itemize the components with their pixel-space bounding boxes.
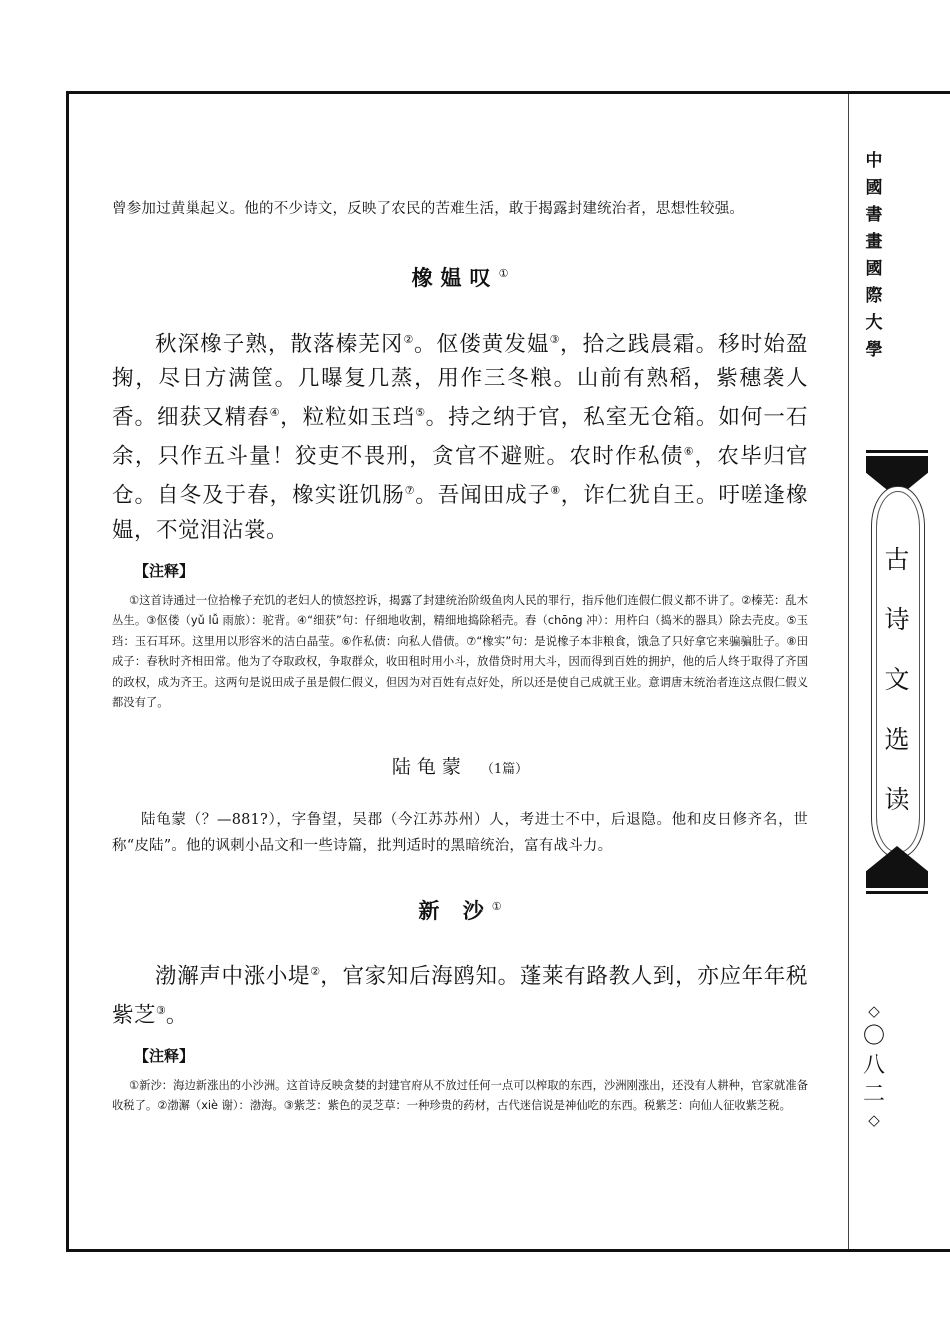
poem2-title-mark: ①: [491, 899, 502, 913]
series-band-line-top: [866, 450, 928, 453]
poem1-title-mark: ①: [498, 267, 509, 280]
poem2-title-text: 新 沙: [418, 897, 492, 923]
main-content: [112, 196, 808, 1117]
poem2-notes-heading: 【注释】: [134, 1046, 195, 1065]
poem2-title: [112, 895, 808, 925]
page-number: ◇ 〇 八 二 ◇: [862, 1002, 885, 1129]
poem2-notes: ①新沙：海边新涨出的小沙洲。这首诗反映贪婪的封建官府从不放过任何一点可以榨取的东西，沙洲刚涨出，还没有人耕种，官家就准备收税了。②渤澥（xiè 谢）：渤海。③紫芝：紫色的灵芝草：一种珍贵的药材，古代迷信说是神仙吃的东西。税紫芝：向仙人征收紫芝税。: [112, 1078, 808, 1113]
poem1-notes: ①这首诗通过一位拾橡子充饥的老妇人的愤怒控诉，揭露了封建统治阶级鱼肉人民的罪行，指斥他们连假仁假义都不讲了。②榛芜：乱木丛生。③伛偻（yǔ lǚ 雨旅）：驼背。④“细获”句：仔细地收割，精细地捣除稻壳。舂（chōng 冲）：用杵臼（捣米的器具）除去壳皮。⑤玉珰：玉石耳环。这里用以形容米的洁白晶莹。⑥作私债：向私人借债。⑦“橡实”句：是说橡子本非粮食，饿急了只好拿它来骗骗肚子。⑧田成子：春秋时齐相田常。他为了夺取政权，争取群众，收田租时用小斗，放借贷时用大斗，因而得到百姓的拥护，他的后人终于取得了齐国的政权，成为齐王。这两句是说田成子虽是假仁假义，但因为对百姓有点好处，所以还是使自己成就王业。意谓唐末统治者连这点假仁假义都没有了。: [112, 593, 808, 710]
author2-bio: 陆龟蒙（？—881?），字鲁望，吴郡（今江苏苏州）人，考进士不中，后退隐。他和皮日修齐名，世称“皮陆”。他的讽刺小品文和一些诗篇，批判适时的黑暗统治，富有战斗力。: [112, 811, 808, 854]
series-band-line-bottom: [866, 891, 928, 894]
intro-tail-text: 曾参加过黄巢起义。他的不少诗文，反映了农民的苦难生活，敢于揭露封建统治者，思想性较强。: [112, 201, 745, 217]
series-title: 古 诗 文 选 读: [884, 545, 910, 814]
author2-heading: [112, 752, 808, 779]
series-band-bottom: [866, 846, 928, 888]
author2-count: （1篇）: [480, 761, 529, 777]
poem1-title-text: 橡媪叹: [411, 265, 499, 290]
poem1-title: [112, 262, 808, 292]
frame-left-rule: [66, 91, 69, 1252]
poem1-notes-heading: 【注释】: [134, 561, 195, 580]
frame-bottom-rule: [66, 1249, 950, 1252]
author2-name: 陆龟蒙: [391, 755, 467, 778]
university-name: 中 國 書 畫 國 際 大 學: [865, 151, 883, 360]
frame-top-rule: [66, 91, 950, 94]
poem2-body: 渤澥声中涨小堤②，官家知后海鸥知。蓬莱有路教人到，亦应年年税紫芝③。: [112, 963, 808, 1028]
poem1-body: 秋深橡子熟，散落榛芜冈②。伛偻黄发媪③，拾之践晨霜。移时始盈掬，尽日方满筐。几曝复几蒸，用作三冬粮。山前有熟稻，紫穗袭人香。细获又精舂④，粒粒如玉珰⑤。持之纳于官，私室无仓箱。如何一石余，只作五斗量！狡吏不畏刑，贪官不避赃。农时作私债⑥，农毕归官仓。自冬及于春，橡实诳饥肠⑦。吾闻田成子⑧，诈仁犹自王。吁嗟逢橡媪，不觉泪沾裳。: [112, 332, 808, 543]
